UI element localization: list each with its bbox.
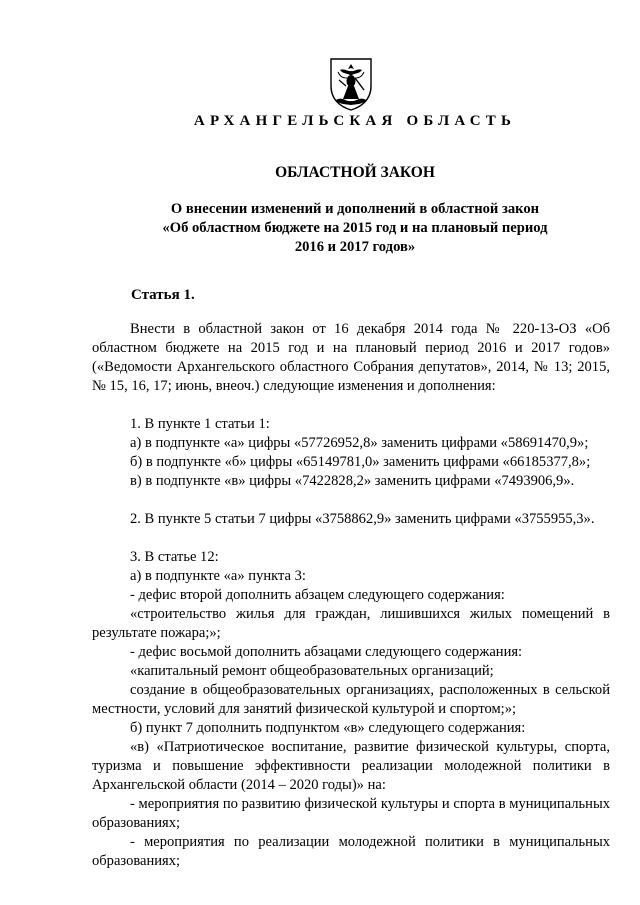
paragraph: 1. В пункте 1 статьи 1: [130, 416, 270, 432]
paragraph: в) в подпункте «в» цифры «7422828,2» заменить цифрами «7493906,9». [130, 473, 575, 489]
law-title-line: 2016 и 2017 годов» [294, 239, 416, 255]
paragraph: «капитальный ремонт общеобразовательных организаций; [130, 663, 494, 679]
paragraph: «в) «Патриотическое воспитание, развитие физической культуры, спорта, туризма и повышение эффективности реализации молодежной политики в Архангельской области (2014 – 2020 годы)» на: [92, 739, 610, 793]
paragraph: «строительство жилья для граждан, лишившихся жилых помещений в результате пожара;»; [92, 606, 610, 641]
paragraph: - дефис второй дополнить абзацем следующего содержания: [130, 587, 505, 603]
law-title [0, 200, 640, 257]
paragraph: - мероприятия по развитию физической культуры и спорта в муниципальных образованиях; [92, 796, 610, 831]
paragraph: 3. В статье 12: [130, 549, 219, 565]
paragraph: а) в подпункте «а» пункта 3: [130, 568, 306, 584]
paragraph: 2. В пункте 5 статьи 7 цифры «3758862,9» заменить цифрами «3755955,3». [130, 511, 595, 527]
paragraph: б) в подпункте «б» цифры «65149781,0» заменить цифрами «66185377,8»; [130, 454, 591, 470]
paragraph: а) в подпункте «а» цифры «57726952,8» заменить цифрами «58691470,9»; [130, 435, 589, 451]
paragraph: Внести в областной закон от 16 декабря 2014 года № 220-13-ОЗ «Об областном бюджете на 2015 год и на плановый период 2016 и 2017 годов» («Ведомости Архангельского областного Собрания депутатов», 2014, № 13; 2015, № 15, 16, 17; июнь, внеоч.) следующие изменения и дополнения: [92, 321, 610, 394]
region-name: АРХАНГЕЛЬСКАЯ ОБЛАСТЬ [193, 113, 517, 129]
law-title-line: О внесении изменений и дополнений в областной закон [170, 201, 540, 217]
paragraph: - мероприятия по реализации молодежной политики в муниципальных образованиях; [92, 834, 610, 869]
article-body [92, 320, 610, 871]
coat-of-arms-icon [328, 56, 374, 112]
article-heading: Статья 1. [131, 287, 195, 303]
paragraph: создание в общеобразовательных организациях, расположенных в сельской местности, условий для занятий физической культурой и спортом;»; [92, 682, 610, 717]
law-type: ОБЛАСТНОЙ ЗАКОН [275, 164, 435, 181]
law-title-line: «Об областном бюджете на 2015 год и на плановый период [162, 220, 548, 236]
paragraph: - дефис восьмой дополнить абзацами следующего содержания: [130, 644, 523, 660]
paragraph: б) пункт 7 дополнить подпунктом «в» следующего содержания: [130, 720, 526, 736]
